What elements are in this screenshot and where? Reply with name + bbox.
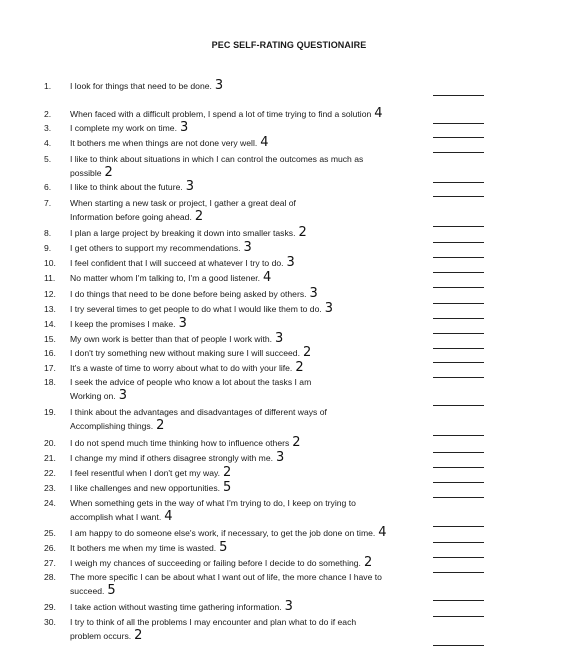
question-item	[0, 287, 578, 302]
question-item	[0, 346, 578, 361]
question-line	[70, 317, 425, 331]
question-line	[70, 136, 425, 150]
question-line	[70, 302, 425, 316]
question-line-text: I get others to support my recommendations.	[70, 243, 241, 253]
question-line-text: I think about the advantages and disadvantages of different ways of	[70, 407, 327, 417]
question-item	[0, 271, 578, 286]
question-text	[70, 346, 425, 360]
question-number: 19.	[44, 407, 56, 417]
question-line-text: I like to think about situations in which I can control the outcomes as much as	[70, 154, 364, 164]
question-number: 16.	[44, 348, 56, 358]
question-number: 12.	[44, 289, 56, 299]
handwritten-score: 2	[104, 165, 113, 180]
question-number: 14.	[44, 319, 56, 329]
question-line	[70, 615, 425, 629]
question-line	[70, 152, 425, 166]
question-line	[70, 121, 425, 135]
question-text	[70, 570, 425, 598]
question-line	[70, 556, 425, 570]
question-line-text: When starting a new task or project, I gather a great deal of	[70, 198, 296, 208]
question-item	[0, 332, 578, 347]
handwritten-score: 2	[302, 345, 312, 360]
question-item	[0, 375, 578, 403]
question-text	[70, 79, 425, 93]
question-line-text: I change my mind if others disagree strongly with me.	[70, 453, 273, 463]
question-text	[70, 317, 425, 331]
handwritten-score: 3	[284, 599, 293, 614]
question-number: 1.	[44, 81, 52, 91]
handwritten-score: 3	[286, 255, 295, 270]
question-line-text: I keep the promises I make.	[70, 319, 176, 329]
question-text	[70, 196, 425, 224]
question-text	[70, 271, 425, 285]
question-line	[70, 405, 425, 419]
handwritten-score: 4	[374, 106, 383, 121]
question-line-text: I feel resentful when I don't get my way.	[70, 468, 221, 478]
handwritten-score: 2	[295, 360, 304, 375]
handwritten-score: 3	[275, 331, 284, 346]
question-line-text: I weigh my chances of succeeding or failing before I decide to do something.	[70, 558, 361, 568]
question-line-text: succeed.	[70, 586, 105, 596]
question-line-text: I try several times to get people to do what I would like them to do.	[70, 304, 322, 314]
handwritten-score: 3	[118, 388, 127, 403]
question-number: 22.	[44, 468, 56, 478]
question-text	[70, 136, 425, 150]
question-line-text: I try to think of all the problems I may encounter and plan what to do if each	[70, 617, 357, 627]
question-line	[70, 256, 425, 270]
question-line	[70, 210, 425, 224]
question-number: 29.	[44, 602, 56, 612]
question-line-text: I take action without wasting time gathering information.	[70, 602, 282, 612]
question-line-text: My own work is better than that of people I work with.	[70, 334, 273, 344]
question-item	[0, 79, 578, 94]
question-line-text: I look for things that need to be done.	[70, 81, 212, 91]
handwritten-score: 2	[194, 209, 204, 224]
question-line-text: When something gets in the way of what I'm trying to do, I keep on trying to	[70, 498, 356, 508]
question-line	[70, 419, 425, 433]
handwritten-score: 4	[378, 525, 387, 540]
question-line-text: possible	[70, 168, 102, 178]
question-line	[70, 436, 425, 450]
handwritten-score: 4	[164, 509, 173, 524]
handwritten-score: 4	[263, 270, 272, 285]
question-number: 28.	[44, 572, 56, 582]
question-text	[70, 256, 425, 270]
question-line	[70, 629, 425, 643]
question-item	[0, 136, 578, 151]
handwritten-score: 2	[156, 418, 165, 433]
question-item	[0, 180, 578, 195]
question-number: 8.	[44, 228, 52, 238]
question-text	[70, 361, 425, 375]
question-line-text: I like challenges and new opportunities.	[70, 483, 221, 493]
question-line-text: I don't try something new without making sure I will succeed.	[70, 348, 300, 358]
question-line-text: Working on.	[70, 391, 116, 401]
question-item	[0, 405, 578, 433]
handwritten-score: 3	[309, 286, 318, 301]
question-item	[0, 226, 578, 241]
question-text	[70, 496, 425, 524]
handwritten-score: 4	[260, 135, 269, 150]
question-number: 27.	[44, 558, 56, 568]
question-number: 25.	[44, 528, 56, 538]
question-line-text: problem occurs.	[70, 631, 132, 641]
question-item	[0, 481, 578, 496]
question-item	[0, 302, 578, 317]
question-number: 5.	[44, 154, 52, 164]
question-number: 6.	[44, 182, 52, 192]
question-text	[70, 556, 425, 570]
answer-blank-line[interactable]	[433, 95, 484, 96]
question-line	[70, 451, 425, 465]
handwritten-score: 3	[276, 450, 285, 465]
handwritten-score: 3	[243, 240, 252, 255]
answer-blank-line[interactable]	[433, 645, 484, 646]
question-line	[70, 375, 425, 389]
handwritten-score: 3	[179, 120, 189, 135]
question-line	[70, 481, 425, 495]
question-item	[0, 570, 578, 598]
question-text	[70, 481, 425, 495]
page-title: PEC SELF-RATING QUESTIONAIRE	[211, 40, 367, 50]
question-item	[0, 556, 578, 571]
question-number: 20.	[44, 438, 56, 448]
question-line	[70, 541, 425, 555]
question-item	[0, 436, 578, 451]
question-line	[70, 496, 425, 510]
question-line-text: I plan a large project by breaking it down into smaller tasks.	[70, 228, 296, 238]
question-line	[70, 584, 425, 598]
question-number: 9.	[44, 243, 52, 253]
handwritten-score: 3	[324, 301, 334, 316]
question-item	[0, 451, 578, 466]
question-text	[70, 436, 425, 450]
handwritten-score: 3	[214, 78, 224, 93]
question-item	[0, 152, 578, 180]
question-text	[70, 302, 425, 316]
question-line-text: I like to think about the future.	[70, 182, 183, 192]
question-number: 7.	[44, 198, 52, 208]
question-line-text: I feel confident that I will succeed at whatever I try to do.	[70, 258, 284, 268]
question-item	[0, 241, 578, 256]
question-text	[70, 451, 425, 465]
question-line-text: I do things that need to be done before being asked by others.	[70, 289, 307, 299]
question-line	[70, 570, 425, 584]
handwritten-score: 5	[219, 540, 228, 555]
question-item	[0, 600, 578, 615]
question-line	[70, 226, 425, 240]
question-line	[70, 271, 425, 285]
handwritten-score: 5	[107, 583, 116, 598]
question-line	[70, 526, 425, 540]
question-number: 24.	[44, 498, 56, 508]
question-line	[70, 107, 425, 121]
handwritten-score: 5	[223, 480, 232, 495]
handwritten-score: 2	[223, 465, 232, 480]
question-line	[70, 332, 425, 346]
question-line-text: accomplish what I want.	[70, 512, 162, 522]
question-line-text: No matter whom I'm talking to, I'm a good listener.	[70, 273, 261, 283]
question-text	[70, 600, 425, 614]
question-line-text: It bothers me when things are not done very well.	[70, 138, 258, 148]
question-line-text: It bothers me when my time is wasted.	[70, 543, 217, 553]
question-item	[0, 256, 578, 271]
question-text	[70, 466, 425, 480]
question-line	[70, 389, 425, 403]
handwritten-score: 2	[363, 555, 373, 570]
question-item	[0, 317, 578, 332]
question-text	[70, 241, 425, 255]
question-number: 10.	[44, 258, 56, 268]
question-number: 30.	[44, 617, 56, 627]
question-text	[70, 226, 425, 240]
question-number: 2.	[44, 109, 52, 119]
question-number: 11.	[44, 273, 56, 283]
question-text	[70, 152, 425, 180]
question-line	[70, 510, 425, 524]
question-line-text: I do not spend much time thinking how to influence others	[70, 438, 290, 448]
question-line-text: I complete my work on time.	[70, 123, 177, 133]
question-line	[70, 180, 425, 194]
question-number: 17.	[44, 363, 56, 373]
question-line	[70, 241, 425, 255]
question-number: 3.	[44, 123, 52, 133]
question-text	[70, 375, 425, 403]
question-text	[70, 541, 425, 555]
handwritten-score: 3	[185, 179, 195, 194]
question-number: 26.	[44, 543, 56, 553]
question-text	[70, 526, 425, 540]
handwritten-score: 2	[134, 628, 143, 643]
question-line-text: Accomplishing things.	[70, 421, 154, 431]
question-text	[70, 332, 425, 346]
handwritten-score: 2	[298, 225, 307, 240]
question-line-text: It's a waste of time to worry about what to do with your life.	[70, 363, 293, 373]
question-line	[70, 196, 425, 210]
question-line	[70, 166, 425, 180]
question-text	[70, 405, 425, 433]
question-item	[0, 526, 578, 541]
question-text	[70, 107, 425, 121]
handwritten-score: 3	[178, 316, 187, 331]
question-line	[70, 346, 425, 360]
question-line-text: Information before going ahead.	[70, 212, 192, 222]
question-line	[70, 466, 425, 480]
question-number: 23.	[44, 483, 56, 493]
question-line	[70, 600, 425, 614]
question-line-text: The more specific I can be about what I want out of life, the more chance I have to	[70, 572, 382, 582]
question-item	[0, 541, 578, 556]
question-line-text: I seek the advice of people who know a lot about the tasks I am	[70, 377, 312, 387]
question-number: 4.	[44, 138, 52, 148]
question-number: 21.	[44, 453, 56, 463]
question-text	[70, 121, 425, 135]
question-line	[70, 361, 425, 375]
question-text	[70, 615, 425, 643]
question-number: 13.	[44, 304, 56, 314]
question-line-text: I am happy to do someone else's work, if necessary, to get the job done on time.	[70, 528, 376, 538]
question-item	[0, 361, 578, 376]
handwritten-score: 2	[292, 435, 301, 450]
question-number: 15.	[44, 334, 56, 344]
question-line-text: When faced with a difficult problem, I spend a lot of time trying to find a solution	[70, 109, 372, 119]
question-line	[70, 287, 425, 301]
question-text	[70, 287, 425, 301]
question-line	[70, 79, 425, 93]
question-text	[70, 180, 425, 194]
question-item	[0, 196, 578, 224]
question-item	[0, 121, 578, 136]
question-item	[0, 466, 578, 481]
question-item	[0, 107, 578, 122]
question-item	[0, 496, 578, 524]
question-number: 18.	[44, 377, 56, 387]
question-item	[0, 615, 578, 643]
